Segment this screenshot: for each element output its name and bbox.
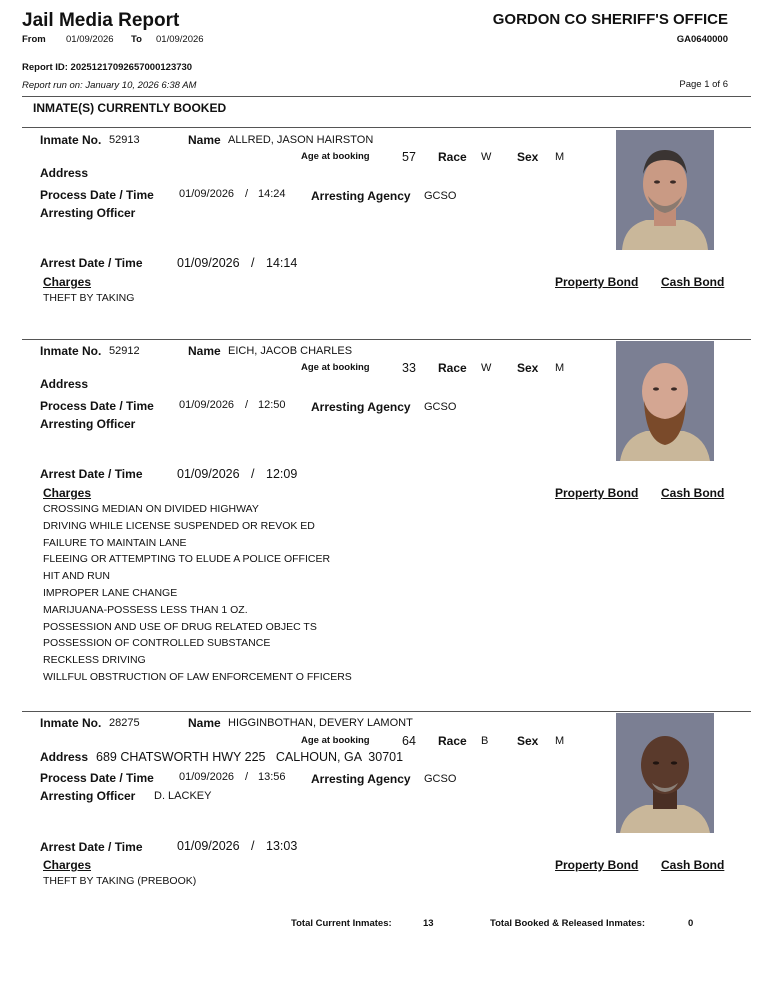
sex-value: M <box>555 362 565 374</box>
age-value: 57 <box>402 150 416 164</box>
race-value: W <box>481 151 492 163</box>
agency-label: Arresting Agency <box>311 400 411 414</box>
charge-item: MARIJUANA-POSSESS LESS THAN 1 OZ. <box>43 603 248 616</box>
age-value: 64 <box>402 734 416 748</box>
sex-label: Sex <box>517 361 539 375</box>
arrest-time: 12:09 <box>266 467 298 481</box>
sex-value: M <box>555 735 565 747</box>
charges-list <box>43 873 196 890</box>
inmate-name: ALLRED, JASON HAIRSTON <box>228 134 374 146</box>
process-date: 01/09/2026 <box>179 771 235 783</box>
inmate-no-value: 52913 <box>109 134 140 146</box>
age-label: Age at booking <box>301 151 370 162</box>
agency-value: GCSO <box>424 773 457 785</box>
name-label: Name <box>188 716 221 730</box>
arrest-label: Arrest Date / Time <box>40 840 143 854</box>
total-released-value: 0 <box>688 918 694 929</box>
process-label: Process Date / Time <box>40 771 154 785</box>
inmate-no-value: 52912 <box>109 345 140 357</box>
agency-name: GORDON CO SHERIFF'S OFFICE <box>492 11 728 28</box>
slash: / <box>251 467 255 481</box>
process-time: 13:56 <box>258 771 286 783</box>
charge-item: THEFT BY TAKING (PREBOOK) <box>43 875 197 887</box>
report-title: Jail Media Report <box>22 10 180 31</box>
officer-label: Arresting Officer <box>40 789 136 803</box>
process-date: 01/09/2026 <box>179 399 235 411</box>
cash-bond-label: Cash Bond <box>661 486 725 500</box>
slash: / <box>245 188 249 200</box>
process-label: Process Date / Time <box>40 188 154 202</box>
arrest-date: 01/09/2026 <box>177 839 240 853</box>
inmate-no-label: Inmate No. <box>40 344 102 358</box>
property-bond-label: Property Bond <box>555 275 639 289</box>
report-id: Report ID: 20251217092657000123730 <box>22 62 193 73</box>
total-released-label: Total Booked & Released Inmates: <box>490 918 646 929</box>
arrest-date: 01/09/2026 <box>177 467 240 481</box>
charges-label: Charges <box>43 486 92 500</box>
charges-list <box>43 501 352 686</box>
slash: / <box>251 839 255 853</box>
arrest-date: 01/09/2026 <box>177 256 240 270</box>
page-number: Page 1 of 6 <box>679 79 728 90</box>
race-value: W <box>481 362 492 374</box>
address-value: 689 CHATSWORTH HWY 225 CALHOUN, GA 30701 <box>96 750 404 764</box>
agency-value: GCSO <box>424 401 457 413</box>
ori-code: GA0640000 <box>676 34 728 45</box>
inmate-no-label: Inmate No. <box>40 133 102 147</box>
charge-item: RECKLESS DRIVING <box>43 654 146 667</box>
slash: / <box>245 399 249 411</box>
arrest-label: Arrest Date / Time <box>40 256 143 270</box>
slash: / <box>245 771 249 783</box>
slash: / <box>251 256 255 270</box>
charge-item: DRIVING WHILE LICENSE SUSPENDED OR REVOK ED <box>43 519 315 532</box>
name-label: Name <box>188 344 221 358</box>
address-label: Address <box>40 166 89 180</box>
cash-bond-label: Cash Bond <box>661 858 725 872</box>
age-label: Age at booking <box>301 735 370 746</box>
charge-item: CROSSING MEDIAN ON DIVIDED HIGHWAY <box>43 503 259 515</box>
race-label: Race <box>438 361 467 375</box>
race-label: Race <box>438 150 467 164</box>
report-run-on: Report run on: January 10, 2026 6:38 AM <box>22 80 197 91</box>
arrest-label: Arrest Date / Time <box>40 467 143 481</box>
age-value: 33 <box>402 361 416 375</box>
charge-item: THEFT BY TAKING <box>43 292 135 304</box>
header-divider <box>22 96 751 97</box>
address-label: Address <box>40 377 89 391</box>
sex-value: M <box>555 151 565 163</box>
total-current-label: Total Current Inmates: <box>291 918 392 929</box>
agency-value: GCSO <box>424 190 457 202</box>
record-divider <box>22 711 751 712</box>
process-label: Process Date / Time <box>40 399 154 413</box>
inmate-name: EICH, JACOB CHARLES <box>228 345 353 357</box>
race-value: B <box>481 735 489 747</box>
to-label: To <box>131 34 142 45</box>
arrest-time: 14:14 <box>266 256 298 270</box>
from-label: From <box>22 34 46 45</box>
charge-item: FLEEING OR ATTEMPTING TO ELUDE A POLICE OFFICER <box>43 553 331 566</box>
to-date: 01/09/2026 <box>156 34 204 45</box>
record-divider <box>22 339 751 340</box>
charges-label: Charges <box>43 858 92 872</box>
cash-bond-label: Cash Bond <box>661 275 725 289</box>
process-time: 14:24 <box>258 188 286 200</box>
charge-item: POSSESSION AND USE OF DRUG RELATED OBJEC TS <box>43 620 317 633</box>
inmate-no-value: 28275 <box>109 717 140 729</box>
charge-item: HIT AND RUN <box>43 570 110 583</box>
section-divider <box>22 127 751 128</box>
mugshot <box>616 341 714 461</box>
person-photo-icon <box>616 713 714 833</box>
charge-item: WILLFUL OBSTRUCTION OF LAW ENFORCEMENT O FFICERS <box>43 670 352 683</box>
charge-item: POSSESSION OF CONTROLLED SUBSTANCE <box>43 637 271 650</box>
officer-value: D. LACKEY <box>154 790 212 802</box>
from-date: 01/09/2026 <box>66 34 114 45</box>
officer-label: Arresting Officer <box>40 417 136 431</box>
charge-item: FAILURE TO MAINTAIN LANE <box>43 536 187 549</box>
inmate-name: HIGGINBOTHAN, DEVERY LAMONT <box>228 717 413 729</box>
property-bond-label: Property Bond <box>555 486 639 500</box>
mugshot <box>616 130 714 250</box>
address-label: Address <box>40 750 89 764</box>
arrest-time: 13:03 <box>266 839 298 853</box>
officer-label: Arresting Officer <box>40 206 136 220</box>
charges-label: Charges <box>43 275 92 289</box>
section-title: INMATE(S) CURRENTLY BOOKED <box>33 101 227 115</box>
agency-label: Arresting Agency <box>311 189 411 203</box>
name-label: Name <box>188 133 221 147</box>
age-label: Age at booking <box>301 362 370 373</box>
person-photo-icon <box>616 341 714 461</box>
inmate-no-label: Inmate No. <box>40 716 102 730</box>
total-current-value: 13 <box>423 918 434 929</box>
person-photo-icon <box>616 130 714 250</box>
mugshot <box>616 713 714 833</box>
sex-label: Sex <box>517 734 539 748</box>
race-label: Race <box>438 734 467 748</box>
charges-list <box>43 290 134 307</box>
agency-label: Arresting Agency <box>311 772 411 786</box>
charge-item: IMPROPER LANE CHANGE <box>43 586 178 599</box>
process-date: 01/09/2026 <box>179 188 235 200</box>
process-time: 12:50 <box>258 399 286 411</box>
property-bond-label: Property Bond <box>555 858 639 872</box>
sex-label: Sex <box>517 150 539 164</box>
